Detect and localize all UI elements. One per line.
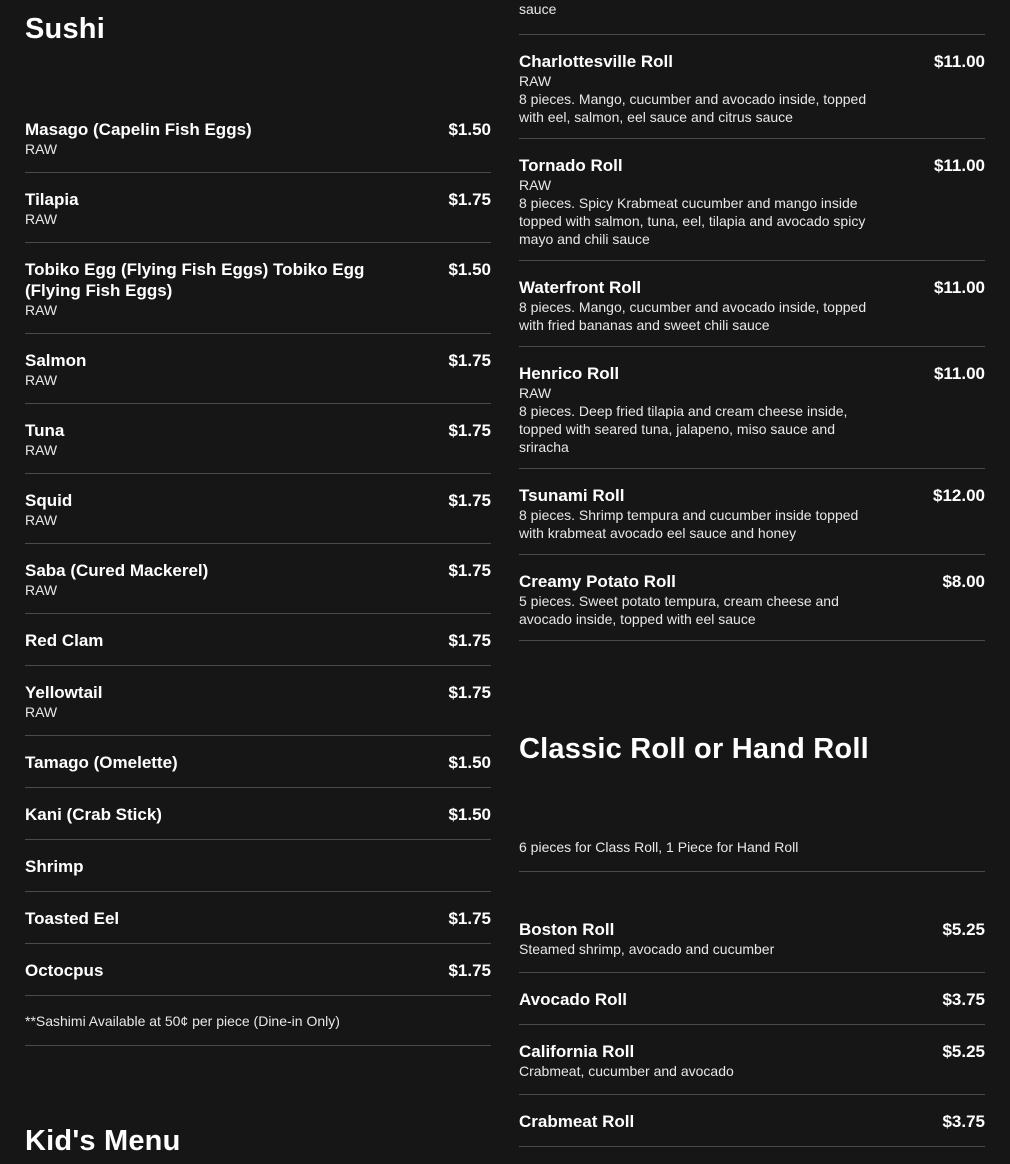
sushi-item	[25, 804, 491, 840]
item-name: Tornado Roll	[519, 156, 623, 175]
classic-roll-item	[519, 1111, 985, 1147]
item-info	[25, 682, 102, 721]
kids-section-title: Kid's Menu	[25, 1125, 181, 1157]
specialty-roll-item	[519, 571, 985, 641]
specialty-roll-list	[519, 51, 985, 657]
item-info	[25, 119, 252, 158]
item-price: $11.00	[933, 278, 985, 297]
specialty-roll-item	[519, 277, 985, 347]
raw-tag: RAW	[519, 73, 552, 89]
item-price: $5.25	[942, 1042, 985, 1061]
item-name: Tobiko Egg (Flying Fish Eggs) Tobiko Egg (Flying Fish Eggs)	[25, 260, 365, 300]
item-name: Saba (Cured Mackerel)	[25, 561, 209, 580]
item-name: Tamago (Omelette)	[25, 753, 178, 772]
sushi-item	[25, 630, 491, 666]
sushi-item	[25, 490, 491, 544]
item-name: Avocado Roll	[519, 990, 627, 1009]
item-description: 8 pieces. Mango, cucumber and avocado inside, topped with fried bananas and sweet chili sauce	[519, 299, 867, 333]
item-price: $1.50	[448, 260, 491, 279]
item-price: $1.75	[448, 190, 491, 209]
item-price: $11.00	[933, 156, 985, 175]
raw-tag: RAW	[25, 211, 58, 227]
specialty-roll-item	[519, 363, 985, 469]
raw-tag: RAW	[519, 385, 552, 401]
item-info	[25, 560, 208, 599]
specialty-roll-item	[519, 485, 985, 555]
item-name: Octocpus	[25, 961, 104, 980]
classic-section-subtitle: 6 pieces for Class Roll, 1 Piece for Hand Roll	[519, 838, 985, 872]
item-name: Tsunami Roll	[519, 486, 625, 505]
item-price: $1.50	[448, 120, 491, 139]
classic-roll-list	[519, 919, 985, 1163]
item-description: 8 pieces. Shrimp tempura and cucumber inside topped with krabmeat avocado eel sauce and honey	[519, 507, 859, 541]
item-name: Shrimp	[25, 857, 84, 876]
item-price: $1.75	[448, 351, 491, 370]
item-price: $1.75	[448, 561, 491, 580]
item-info	[25, 420, 64, 459]
sushi-item	[25, 119, 491, 173]
item-description: Crabmeat, cucumber and avocado	[519, 1063, 734, 1079]
item-price: $3.75	[942, 990, 985, 1009]
item-name: Squid	[25, 491, 73, 510]
item-price: $11.00	[933, 364, 985, 383]
item-info	[519, 485, 884, 542]
item-price: $1.50	[448, 753, 491, 772]
item-price: $3.75	[942, 1112, 985, 1131]
raw-tag: RAW	[25, 582, 58, 598]
item-info	[25, 490, 72, 529]
item-name: Kani (Crab Stick)	[25, 805, 162, 824]
item-info	[519, 277, 884, 334]
classic-roll-item	[519, 1041, 985, 1095]
item-info	[519, 919, 774, 958]
item-name: Charlottesville Roll	[519, 52, 673, 71]
item-name: Salmon	[25, 351, 87, 370]
specialty-roll-item	[519, 51, 985, 139]
sushi-list	[25, 119, 491, 1046]
raw-tag: RAW	[25, 704, 58, 720]
sushi-item	[25, 856, 491, 892]
item-name: Toasted Eel	[25, 909, 120, 928]
item-price: $1.75	[448, 491, 491, 510]
item-info	[519, 571, 884, 628]
sushi-item	[25, 960, 491, 996]
classic-roll-item	[519, 989, 985, 1025]
item-info	[25, 259, 390, 319]
raw-tag: RAW	[25, 372, 58, 388]
raw-tag: RAW	[25, 302, 58, 318]
sushi-item	[25, 908, 491, 944]
raw-tag: RAW	[25, 141, 58, 157]
raw-tag: RAW	[25, 442, 58, 458]
item-info	[25, 630, 103, 651]
item-info	[519, 989, 627, 1010]
item-name: Yellowtail	[25, 683, 103, 702]
specialty-roll-item	[519, 155, 985, 261]
item-name: Masago (Capelin Fish Eggs)	[25, 120, 252, 139]
item-name: Crabmeat Roll	[519, 1112, 635, 1131]
item-price: $5.25	[942, 920, 985, 939]
classic-section-title: Classic Roll or Hand Roll	[519, 733, 869, 765]
item-info	[519, 1111, 634, 1132]
specialty-top-fragment: sauce	[519, 0, 985, 35]
item-name: Creamy Potato Roll	[519, 572, 676, 591]
item-price: $12.00	[933, 486, 985, 505]
item-price: $1.75	[448, 631, 491, 650]
sushi-item	[25, 189, 491, 243]
sushi-item	[25, 420, 491, 474]
item-description: 8 pieces. Mango, cucumber and avocado inside, topped with eel, salmon, eel sauce and citrus sauce	[519, 91, 867, 125]
item-price: $11.00	[933, 52, 985, 71]
item-name: Henrico Roll	[519, 364, 620, 383]
item-price: $1.50	[448, 805, 491, 824]
item-price: $1.75	[448, 961, 491, 980]
item-info	[25, 752, 178, 773]
item-name: Waterfront Roll	[519, 278, 642, 297]
sashimi-note: **Sashimi Available at 50¢ per piece (Dine-in Only)	[25, 1012, 491, 1046]
item-price: $1.75	[448, 683, 491, 702]
item-info	[25, 960, 103, 981]
sushi-item	[25, 682, 491, 736]
item-info	[519, 1041, 734, 1080]
sushi-item	[25, 259, 491, 334]
item-name: Tuna	[25, 421, 65, 440]
item-info	[25, 908, 119, 929]
sushi-item	[25, 560, 491, 614]
item-description: Steamed shrimp, avocado and cucumber	[519, 941, 775, 957]
item-name: Boston Roll	[519, 920, 615, 939]
sushi-item	[25, 350, 491, 404]
item-price: $8.00	[942, 572, 985, 591]
raw-tag: RAW	[519, 177, 552, 193]
item-name: California Roll	[519, 1042, 635, 1061]
classic-roll-item	[519, 919, 985, 973]
item-description: 8 pieces. Deep fried tilapia and cream cheese inside, topped with seared tuna, jalapeno, miso sauce and sriracha	[519, 403, 848, 455]
item-description: 8 pieces. Spicy Krabmeat cucumber and mango inside topped with salmon, tuna, eel, tilapia and avocado spicy mayo and chili sauce	[519, 195, 866, 247]
item-info	[519, 51, 884, 126]
item-info	[25, 856, 84, 877]
item-info	[519, 155, 884, 248]
item-description: 5 pieces. Sweet potato tempura, cream cheese and avocado inside, topped with eel sauce	[519, 593, 839, 627]
sushi-item	[25, 752, 491, 788]
sushi-section-title: Sushi	[25, 13, 105, 45]
item-price: $1.75	[448, 421, 491, 440]
raw-tag: RAW	[25, 512, 58, 528]
item-name: Red Clam	[25, 631, 104, 650]
item-price: $1.75	[448, 909, 491, 928]
item-info	[519, 363, 884, 456]
item-info	[25, 350, 86, 389]
item-name: Tilapia	[25, 190, 79, 209]
item-info	[25, 804, 162, 825]
item-info	[25, 189, 79, 228]
